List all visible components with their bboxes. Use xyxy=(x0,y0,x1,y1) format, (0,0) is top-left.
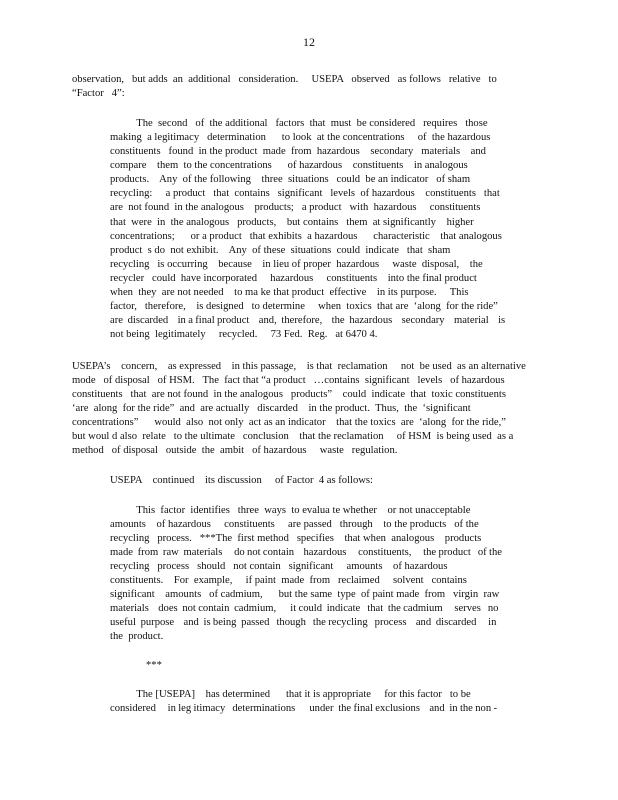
body-paragraph-3: USEPA continued its discussion of Factor 4 as follows: xyxy=(110,475,373,486)
text-line: observation, but adds an additional consideration. USEPA observed as follows relative to xyxy=(72,74,497,85)
text-line: when they are not needed to ma ke that product effective in its purpose. This xyxy=(110,287,469,298)
text-line: recycling process. ***The first method specifies that when analogous products xyxy=(110,533,482,544)
text-line: constituents. For example, if paint made from reclaimed solvent contains xyxy=(110,575,467,586)
ellipsis-asterisks: *** xyxy=(146,660,162,671)
text-line: materials does not contain cadmium, it could indicate that the cadmium serves no xyxy=(110,603,499,614)
text-line: amounts of hazardous constituents are passed through to the products of the xyxy=(110,519,479,530)
text-line: the product. xyxy=(110,631,164,642)
text-line: are discarded in a final product and, therefore, the hazardous secondary material is xyxy=(110,315,506,326)
text-line: constituents found in the product made from hazardous secondary materials and xyxy=(110,146,486,157)
text-line: making a legitimacy determination to look at the concentrations of the hazardous xyxy=(110,132,491,143)
text-line: factor, therefore, is designed to determine when toxics that are ‘along for the ride” xyxy=(110,301,498,312)
text-line: useful purpose and is being passed though the recycling process and discarded in xyxy=(110,617,497,628)
text-line: significant amounts of cadmium, but the same type of paint made from virgin raw xyxy=(110,589,500,600)
text-line: are not found in the analogous products; a product with hazardous constituents xyxy=(110,202,481,213)
text-line: product s do not exhibit. Any of these situations could indicate that sham xyxy=(110,245,451,256)
text-line: This factor identifies three ways to evalua te whether or not unacceptable xyxy=(110,505,471,516)
text-line: concentrations” would also not only act as an indicator that the toxics are ‘along for the ride,” xyxy=(72,417,506,428)
text-line: recycling process should not contain significant amounts of hazardous xyxy=(110,561,448,572)
text-line: that were in the analogous products, but contains them at significantly higher xyxy=(110,217,474,228)
text-line: recycler could have incorporated hazardous constituents into the final product xyxy=(110,273,477,284)
text-line: considered in leg itimacy determinations under the final exclusions and in the non - xyxy=(110,703,497,714)
text-line: mode of disposal of HSM. The fact that “a product …contains significant levels of hazardous xyxy=(72,375,505,386)
text-line: but woul d also relate to the ultimate conclusion that the reclamation of HSM is being used as a xyxy=(72,431,514,442)
text-line: products. Any of the following three situations could be an indicator of sham xyxy=(110,174,471,185)
text-line: concentrations; or a product that exhibits a hazardous characteristic that analogous xyxy=(110,231,502,242)
text-line: made from raw materials do not contain hazardous constituents, the product of the xyxy=(110,547,502,558)
text-line: “Factor 4”: xyxy=(72,88,125,99)
text-line: The [USEPA] has determined that it is appropriate for this factor to be xyxy=(110,689,471,700)
text-line: constituents that are not found in the analogous products” could indicate that toxic constituents xyxy=(72,389,506,400)
text-line: The second of the additional factors that must be considered requires those xyxy=(110,118,488,129)
text-line: not being legitimately recycled. 73 Fed. Reg. at 6470 4. xyxy=(110,329,378,340)
text-line: ‘are along for the ride” and are actually discarded in the product. Thus, the ‘significant xyxy=(72,403,471,414)
text-line: compare them to the concentrations of hazardous constituents in analogous xyxy=(110,160,468,171)
text-line: recycling is occurring because in lieu of proper hazardous waste disposal, the xyxy=(110,259,483,270)
text-line: method of disposal outside the ambit of hazardous waste regulation. xyxy=(72,445,398,456)
text-line: USEPA’s concern, as expressed in this passage, is that reclamation not be used as an alternative xyxy=(72,361,526,372)
page-number: 12 xyxy=(303,35,315,49)
text-line: recycling: a product that contains significant levels of hazardous constituents that xyxy=(110,188,500,199)
